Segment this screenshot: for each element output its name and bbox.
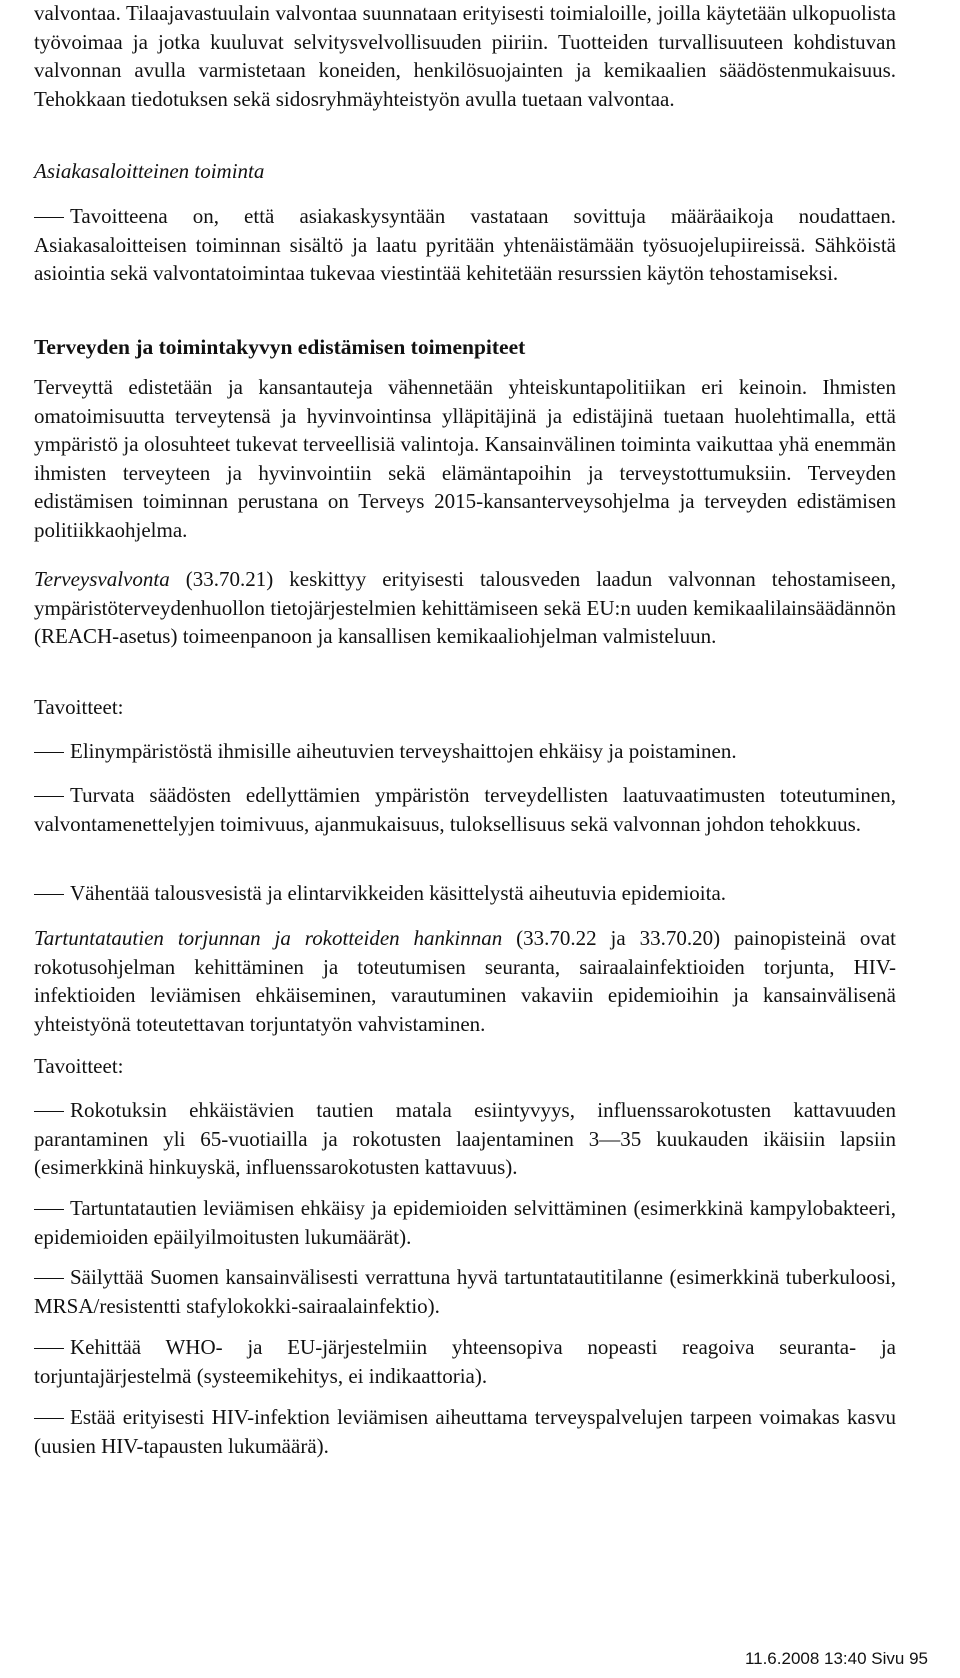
tavoitteet-label-2: Tavoitteet:	[34, 1054, 124, 1078]
page-footer: 11.6.2008 13:40 Sivu 95	[744, 1649, 928, 1668]
inline-title-tartuntatautien: Tartuntatautien torjunnan ja rokotteiden hankinnan	[34, 926, 503, 950]
paragraph-terveysvalvonta: Terveysvalvonta (33.70.21) keskittyy erityisesti talousveden laadun valvonnan tehostamiseen, ympäristöterveydenhuollon tietojärjestelmien kehittämiseen sekä EU:n uuden kemikaalilainsäädännön (REACH-asetus) toimeenpanoon ja kansallisen kemikaaliohjelman valmisteluun.	[34, 567, 896, 648]
dash-marker	[34, 1418, 64, 1419]
dash-marker	[34, 1278, 64, 1279]
goal-item: Rokotuksin ehkäistävien tautien matala esiintyvyys, influenssarokotusten kattavuuden parantaminen yli 65-vuotiailla ja rokotusten laajentaminen 3—35 kuukauden ikäisiin lapsiin (esimerkkinä hinkuyskä, influenssarokotusten kattavuus).	[34, 1098, 896, 1179]
dash-marker	[34, 1209, 64, 1210]
section-heading-terveyden-edistaminen: Terveyden ja toimintakyvyn edistämisen toimenpiteet	[34, 335, 526, 359]
goal-item: Kehittää WHO- ja EU-järjestelmiin yhteensopiva nopeasti reagoiva seuranta- ja torjuntajärjestelmä (systeemikehitys, ei indikaattoria).	[34, 1335, 896, 1388]
paragraph-terveyden-edistaminen: Terveyttä edistetään ja kansantauteja vähennetään yhteiskuntapolitiikan eri keinoin. Ihmisten omatoimisuutta terveytensä ja hyvinvointinsa ylläpitäjinä ja edistäjinä tuetaan huolehtimalla, että ympäristö ja olosuhteet tukevat terveellisiä valintoja. Kansainvälinen toiminta vaikuttaa yhä enemmän ihmisten terveyteen ja hyvinvointiin sekä elämäntapoihin ja terveystottumuksiin. Terveyden edistämisen toiminnan perustana on Terveys 2015-kansanterveysohjelma ja terveyden edistämisen politiikkaohjelma.	[34, 375, 896, 542]
goal-item: Tartuntatautien leviämisen ehkäisy ja epidemioiden selvittäminen (esimerkkinä kampylobakteeri, epidemioiden epäilyilmoitusten lukumäärät).	[34, 1196, 896, 1249]
goal-item: Vähentää talousvesistä ja elintarvikkeiden käsittelystä aiheutuvia epidemioita.	[34, 879, 896, 908]
paragraph-asiakasaloitteinen: Tavoitteena on, että asiakaskysyntään vastataan sovittuja määräaikoja noudattaen. Asiakasaloitteisen toiminnan sisältö ja laatu pyritään yhtenäistämään työsuojelupiireissä. Sähköistä asiointia sekä valvontatoimintaa tukevaa viestintää kehitetään resurssien käytön tehostamiseksi.	[34, 204, 896, 285]
dash-marker	[34, 217, 64, 218]
dash-marker	[34, 1111, 64, 1112]
dash-marker	[34, 894, 64, 895]
tavoitteet-label-1: Tavoitteet:	[34, 695, 124, 719]
paragraph-valvontaa: valvontaa. Tilaajavastuulain valvontaa suunnataan erityisesti toimialoille, joilla käytetään ulkopuolista työvoimaa ja jotka kuuluvat selvitysvelvollisuuden piiriin. Tuotteiden turvallisuuteen kohdistuvan valvonnan avulla varmistetaan koneiden, henkilösuojainten ja kemikaalien säädöstenmukaisuus. Tehokkaan tiedotuksen sekä sidosryhmäyhteistyön avulla tuetaan valvontaa.	[34, 1, 896, 111]
goal-item: Turvata säädösten edellyttämien ympäristön terveydellisten laatuvaatimusten toteutuminen, valvontamenettelyjen toimivuus, ajanmukaisuus, tuloksellisuus sekä valvonnan johdon tehokkuus.	[34, 783, 896, 836]
dash-marker	[34, 752, 64, 753]
dash-marker	[34, 1348, 64, 1349]
dash-marker	[34, 796, 64, 797]
inline-title-terveysvalvonta: Terveysvalvonta	[34, 567, 170, 591]
section-heading-asiakasaloitteinen: Asiakasaloitteinen toiminta	[34, 159, 265, 183]
goal-item: Säilyttää Suomen kansainvälisesti verrattuna hyvä tartuntatautitilanne (esimerkkinä tuberkuloosi, MRSA/resistentti stafylokokki-sairaalainfektio).	[34, 1265, 896, 1318]
goal-item: Estää erityisesti HIV-infektion leviämisen aiheuttama terveyspalvelujen tarpeen voimakas kasvu (uusien HIV-tapausten lukumäärä).	[34, 1405, 896, 1458]
goal-item: Elinympäristöstä ihmisille aiheutuvien terveyshaittojen ehkäisy ja poistaminen.	[34, 737, 896, 766]
paragraph-tartuntatautien: Tartuntatautien torjunnan ja rokotteiden hankinnan (33.70.22 ja 33.70.20) painopisteinä ovat rokotusohjelman kehittäminen ja toteutumisen seuranta, sairaalainfektioiden torjunta, HIV-infektioiden leviämisen ehkäiseminen, varautuminen vakaviin epidemioihin ja kansainvälisenä yhteistyönä toteutettavan torjuntatyön vahvistaminen.	[34, 926, 896, 1036]
